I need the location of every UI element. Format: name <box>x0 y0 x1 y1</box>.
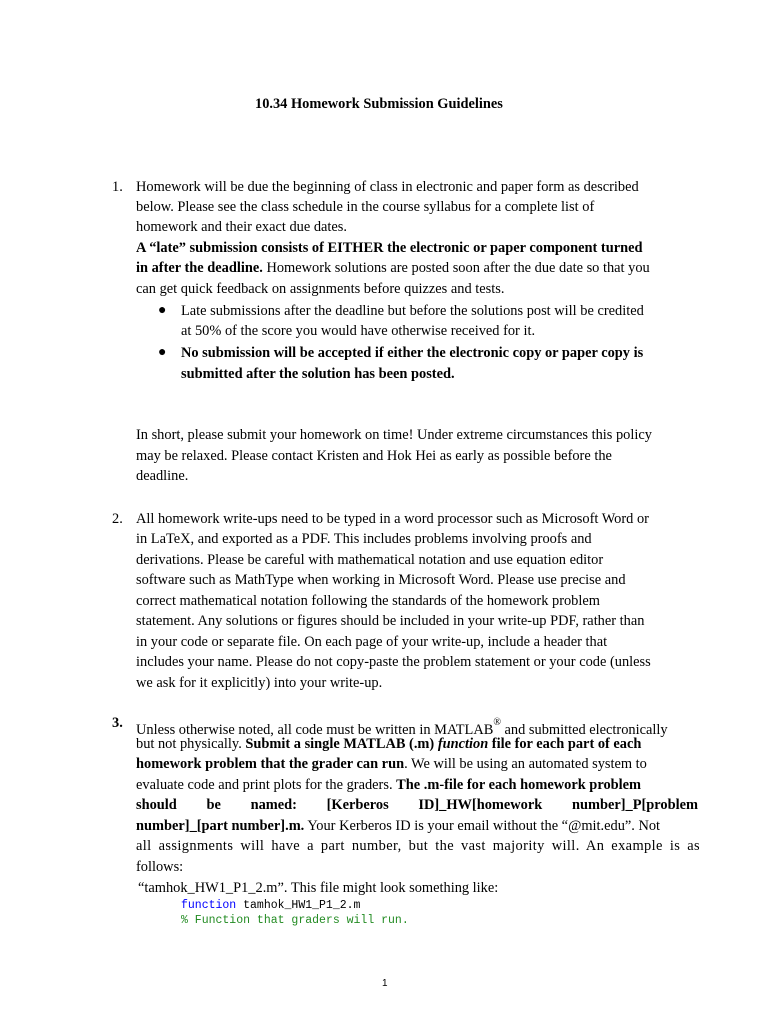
paragraph-line: in LaTeX, and exported as a PDF. This includes problems involving proofs and <box>136 531 592 547</box>
item-number: 1. <box>112 179 123 195</box>
paragraph-line: statement. Any solutions or figures should be included in your write-up PDF, rather than <box>136 613 645 629</box>
paragraph-line: can get quick feedback on assignments before quizzes and tests. <box>136 281 505 297</box>
code-line <box>181 898 360 913</box>
paragraph-line: homework and their exact due dates. <box>136 219 347 235</box>
naming-word: [Kerberos <box>326 797 389 813</box>
naming-word: should <box>136 797 177 813</box>
bullet-text: submitted after the solution has been posted. <box>181 366 455 382</box>
bullet-text: Late submissions after the deadline but before the solutions post will be credited <box>181 303 644 319</box>
paragraph-line <box>136 734 641 754</box>
matlab-text: Unless otherwise noted, all code must be written in MATLAB <box>136 722 494 738</box>
submit-instruction-bold: file for each part of each <box>488 736 642 752</box>
paragraph-line: follows: <box>136 859 184 875</box>
item-number: 2. <box>112 511 123 527</box>
naming-word: number]_P[problem <box>571 797 698 813</box>
paragraph-line: All homework write-ups need to be typed in a word processor such as Microsoft Word or <box>136 511 649 527</box>
late-policy-bold-line: A “late” submission consists of EITHER the electronic or paper component turned <box>136 240 643 256</box>
late-policy-text: Homework solutions are posted soon after the due date so that you <box>262 260 650 276</box>
paragraph-line: all assignments will have a part number, but the vast majority will. An example is as <box>136 838 701 854</box>
naming-word: be <box>206 797 221 813</box>
paragraph-text: . We will be using an automated system to <box>404 756 647 772</box>
naming-word: ID]_HW[homework <box>418 797 543 813</box>
bullet-icon: ● <box>158 303 167 318</box>
paragraph-text: Your Kerberos ID is your email without the “@mit.edu”. Not <box>304 818 661 834</box>
submit-instruction-bold: homework problem that the grader can run <box>136 756 405 772</box>
paragraph-line: deadline. <box>136 468 189 484</box>
paragraph-text: and submitted electronically <box>500 722 668 738</box>
paragraph-line <box>136 775 641 795</box>
code-keyword: function <box>181 899 237 912</box>
paragraph-line: correct mathematical notation following the standards of the homework problem <box>136 593 600 609</box>
document-title: 10.34 Homework Submission Guidelines <box>255 96 503 112</box>
bullet-text: No submission will be accepted if either the electronic copy or paper copy is <box>181 345 644 361</box>
function-keyword-italic: function <box>437 736 489 752</box>
paragraph-line <box>136 816 660 836</box>
naming-rule-bold: The .m-file for each homework problem <box>396 777 642 793</box>
paragraph-line: Homework will be due the beginning of class in electronic and paper form as described <box>136 179 639 195</box>
code-comment: % Function that graders will run. <box>181 914 409 927</box>
paragraph-text: but not physically. <box>136 736 242 752</box>
paragraph-line: we ask for it explicitly) into your write-up. <box>136 675 383 691</box>
naming-rule-justified-line <box>136 795 698 815</box>
item-number: 3. <box>112 715 123 731</box>
naming-word: named: <box>250 797 297 813</box>
paragraph-line: in your code or separate file. On each page of your write-up, include a header that <box>136 634 608 650</box>
paragraph-line: derivations. Please be careful with mathematical notation and use equation editor <box>136 552 604 568</box>
registered-mark: ® <box>493 717 501 728</box>
paragraph-line: may be relaxed. Please contact Kristen and Hok Hei as early as possible before the <box>136 448 612 464</box>
naming-rule-bold: number]_[part number].m. <box>136 818 305 834</box>
paragraph-text: evaluate code and print plots for the graders. <box>136 777 397 793</box>
late-policy-line <box>136 258 650 278</box>
example-filename-line: “tamhok_HW1_P1_2.m”. This file might look something like: <box>138 880 499 896</box>
late-policy-bold-text: in after the deadline. <box>136 260 263 276</box>
paragraph-line <box>136 754 647 774</box>
bullet-text: at 50% of the score you would have otherwise received for it. <box>181 323 536 339</box>
paragraph-line: below. Please see the class schedule in the course syllabus for a complete list of <box>136 199 595 215</box>
page-number: 1 <box>382 978 388 989</box>
paragraph-line: In short, please submit your homework on time! Under extreme circumstances this policy <box>136 427 652 443</box>
bullet-icon: ● <box>158 345 167 360</box>
code-function-name: tamhok_HW1_P1_2.m <box>236 899 361 912</box>
paragraph-line: software such as MathType when working in Microsoft Word. Please use precise and <box>136 572 626 588</box>
paragraph-line: includes your name. Please do not copy-paste the problem statement or your code (unless <box>136 654 651 670</box>
submit-instruction-bold: Submit a single MATLAB (.m) <box>241 736 438 752</box>
